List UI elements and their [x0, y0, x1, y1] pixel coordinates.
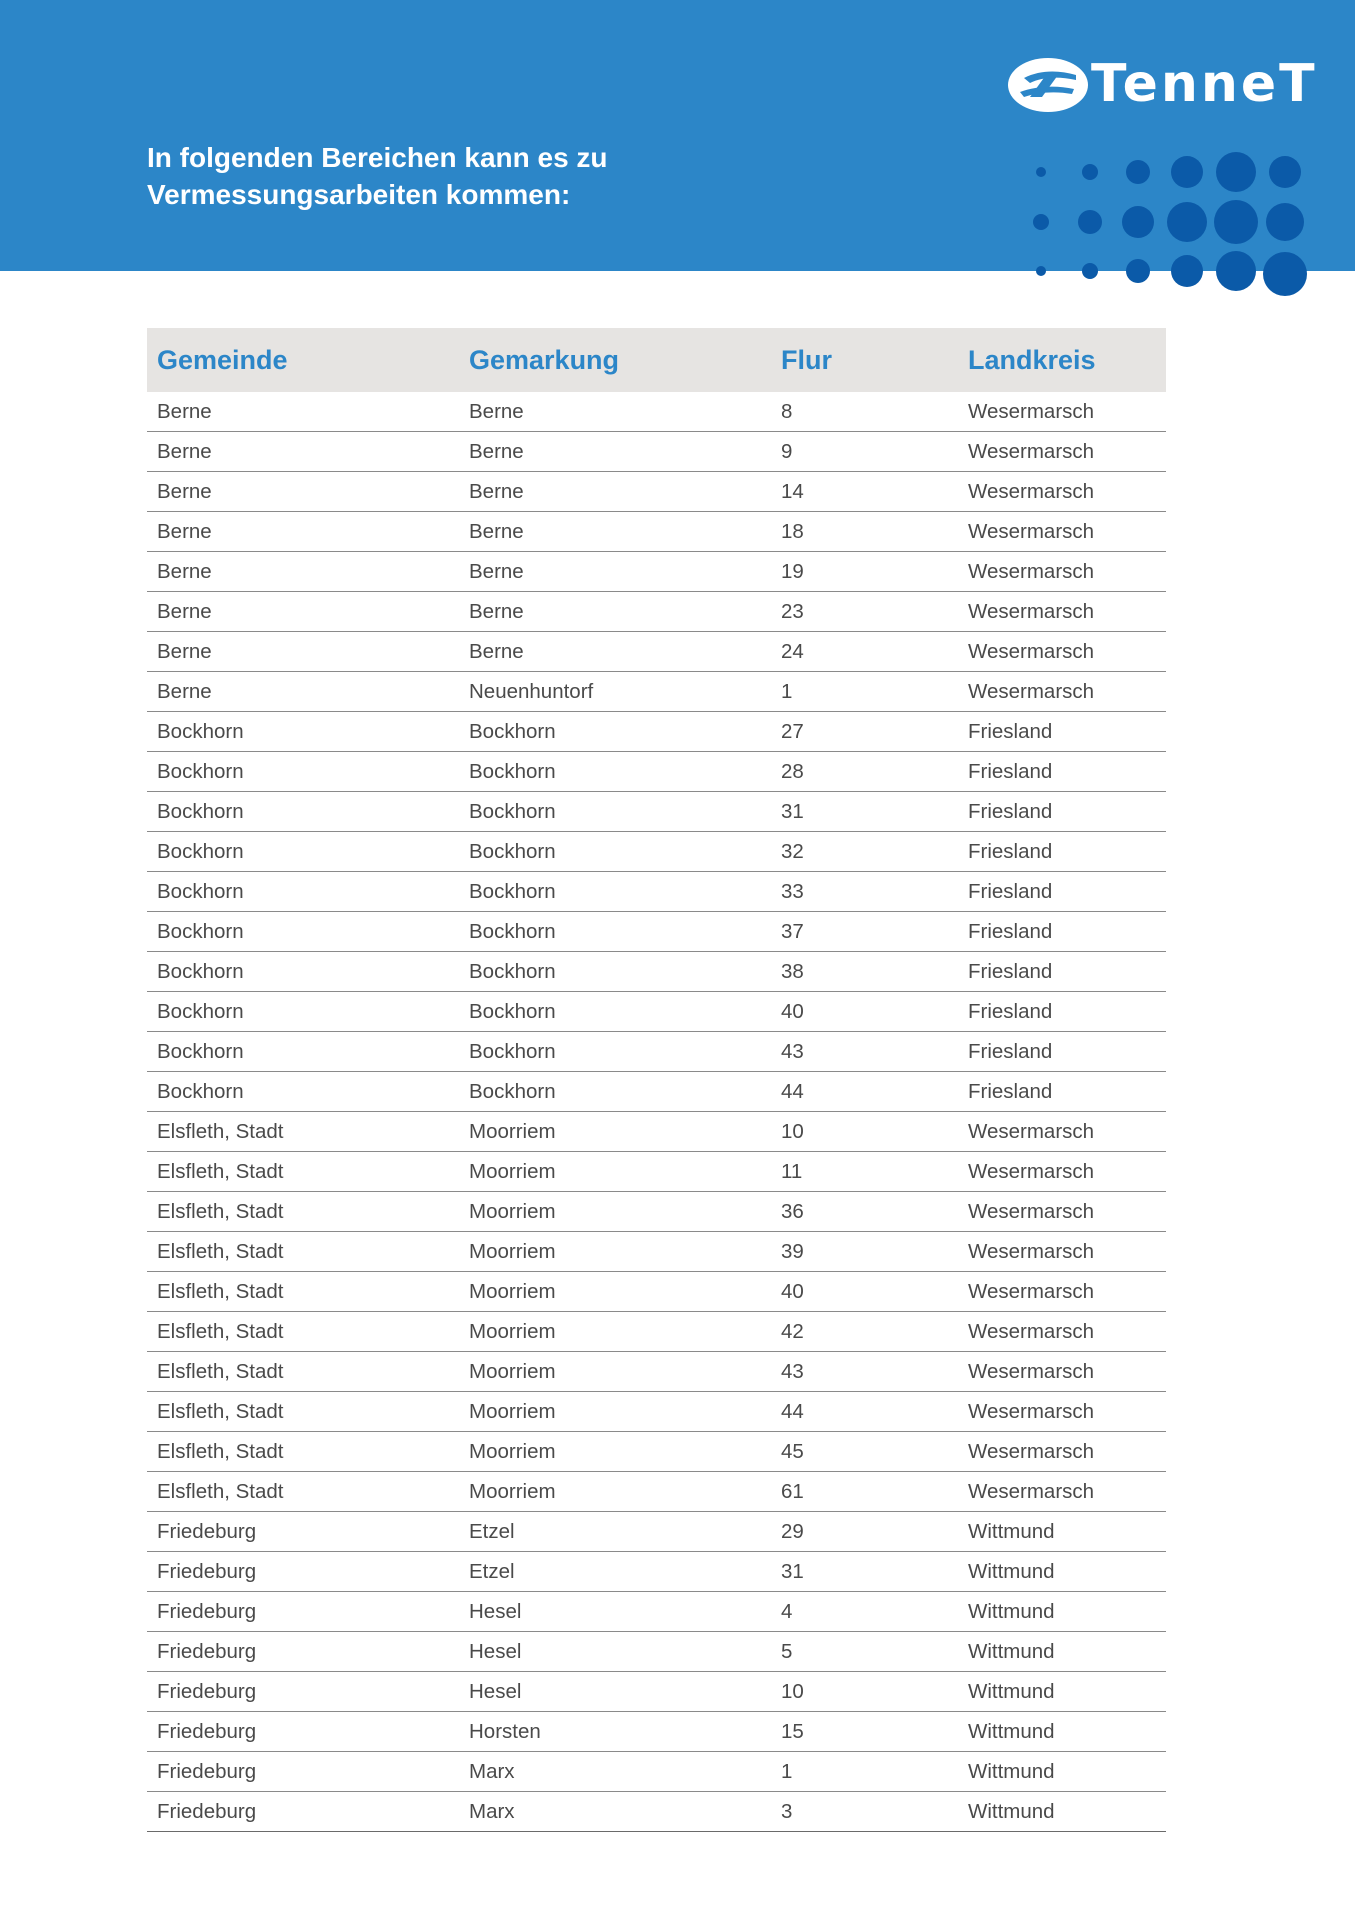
- landkreis-cell: Wesermarsch: [958, 1112, 1166, 1152]
- flur-cell: 15: [771, 1712, 958, 1752]
- landkreis-cell: Wesermarsch: [958, 1472, 1166, 1512]
- gemeinde-cell: Bockhorn: [147, 832, 459, 872]
- table-row: [147, 832, 1166, 872]
- table-row: [147, 1312, 1166, 1352]
- decorative-dot: [1171, 255, 1203, 287]
- landkreis-cell: Wesermarsch: [958, 1432, 1166, 1472]
- table-row: [147, 1192, 1166, 1232]
- landkreis-cell: Wittmund: [958, 1792, 1166, 1832]
- table-header-row: [147, 328, 1166, 392]
- decorative-dot: [1036, 266, 1046, 276]
- table-row: [147, 552, 1166, 592]
- gemeinde-cell: Elsfleth, Stadt: [147, 1112, 459, 1152]
- decorative-dot: [1171, 156, 1203, 188]
- gemeinde-cell: Elsfleth, Stadt: [147, 1272, 459, 1312]
- flur-cell: 19: [771, 552, 958, 592]
- table-row: [147, 1272, 1166, 1312]
- gemarkung-cell: Berne: [459, 552, 771, 592]
- logo-wordmark: TenneT: [1091, 54, 1318, 114]
- gemeinde-cell: Elsfleth, Stadt: [147, 1432, 459, 1472]
- landkreis-cell: Wittmund: [958, 1672, 1166, 1712]
- gemeinde-cell: Bockhorn: [147, 1032, 459, 1072]
- landkreis-cell: Wittmund: [958, 1712, 1166, 1752]
- gemarkung-cell: Bockhorn: [459, 1032, 771, 1072]
- landkreis-cell: Friesland: [958, 952, 1166, 992]
- table-row: [147, 752, 1166, 792]
- landkreis-cell: Friesland: [958, 912, 1166, 952]
- landkreis-cell: Wesermarsch: [958, 1312, 1166, 1352]
- gemeinde-cell: Bockhorn: [147, 792, 459, 832]
- gemeinde-cell: Elsfleth, Stadt: [147, 1192, 459, 1232]
- table-row: [147, 1752, 1166, 1792]
- table-row: [147, 1032, 1166, 1072]
- gemarkung-cell: Moorriem: [459, 1472, 771, 1512]
- gemarkung-cell: Bockhorn: [459, 792, 771, 832]
- survey-areas-table: [147, 328, 1166, 1832]
- flur-cell: 38: [771, 952, 958, 992]
- gemeinde-cell: Berne: [147, 592, 459, 632]
- table-row: [147, 592, 1166, 632]
- gemeinde-cell: Friedeburg: [147, 1632, 459, 1672]
- gemeinde-cell: Berne: [147, 672, 459, 712]
- headline-line-2: Vermessungsarbeiten kommen:: [147, 179, 571, 210]
- decorative-dot: [1167, 202, 1207, 242]
- flur-cell: 43: [771, 1032, 958, 1072]
- landkreis-cell: Friesland: [958, 752, 1166, 792]
- flur-cell: 42: [771, 1312, 958, 1352]
- flur-cell: 31: [771, 792, 958, 832]
- table-row: [147, 1632, 1166, 1672]
- flur-cell: 45: [771, 1432, 958, 1472]
- flur-cell: 43: [771, 1352, 958, 1392]
- table-row: [147, 392, 1166, 432]
- gemarkung-cell: Moorriem: [459, 1152, 771, 1192]
- decorative-dot: [1082, 164, 1098, 180]
- table-body: [147, 392, 1166, 1832]
- table-row: [147, 952, 1166, 992]
- gemarkung-cell: Neuenhuntorf: [459, 672, 771, 712]
- gemarkung-cell: Moorriem: [459, 1312, 771, 1352]
- gemeinde-cell: Elsfleth, Stadt: [147, 1392, 459, 1432]
- gemeinde-cell: Berne: [147, 392, 459, 432]
- table-row: [147, 1712, 1166, 1752]
- table-row: [147, 1472, 1166, 1512]
- decorative-dot: [1126, 160, 1150, 184]
- headline-line-1: In folgenden Bereichen kann es zu: [147, 142, 608, 173]
- table-row: [147, 672, 1166, 712]
- decorative-dot: [1214, 200, 1258, 244]
- flur-cell: 11: [771, 1152, 958, 1192]
- flur-cell: 39: [771, 1232, 958, 1272]
- gemeinde-cell: Bockhorn: [147, 712, 459, 752]
- landkreis-cell: Wesermarsch: [958, 512, 1166, 552]
- flur-cell: 10: [771, 1672, 958, 1712]
- flur-cell: 40: [771, 1272, 958, 1312]
- gemarkung-cell: Bockhorn: [459, 912, 771, 952]
- flur-cell: 1: [771, 672, 958, 712]
- gemeinde-cell: Elsfleth, Stadt: [147, 1472, 459, 1512]
- landkreis-cell: Wittmund: [958, 1552, 1166, 1592]
- gemeinde-cell: Bockhorn: [147, 952, 459, 992]
- gemeinde-cell: Friedeburg: [147, 1552, 459, 1592]
- page-headline: [147, 139, 847, 213]
- flur-cell: 40: [771, 992, 958, 1032]
- table-row: [147, 1592, 1166, 1632]
- gemarkung-cell: Bockhorn: [459, 872, 771, 912]
- column-header-gemeinde: Gemeinde: [147, 328, 459, 392]
- decorative-dot: [1126, 259, 1150, 283]
- gemarkung-cell: Hesel: [459, 1592, 771, 1632]
- flur-cell: 8: [771, 392, 958, 432]
- gemarkung-cell: Moorriem: [459, 1232, 771, 1272]
- gemarkung-cell: Bockhorn: [459, 1072, 771, 1112]
- flur-cell: 29: [771, 1512, 958, 1552]
- gemarkung-cell: Berne: [459, 432, 771, 472]
- flur-cell: 61: [771, 1472, 958, 1512]
- gemarkung-cell: Berne: [459, 472, 771, 512]
- table-row: [147, 1352, 1166, 1392]
- gemarkung-cell: Bockhorn: [459, 832, 771, 872]
- table-row: [147, 1392, 1166, 1432]
- landkreis-cell: Wesermarsch: [958, 1152, 1166, 1192]
- decorative-dot: [1033, 214, 1049, 230]
- gemeinde-cell: Berne: [147, 552, 459, 592]
- decorative-dot: [1082, 263, 1098, 279]
- landkreis-cell: Wesermarsch: [958, 432, 1166, 472]
- gemarkung-cell: Moorriem: [459, 1192, 771, 1232]
- gemeinde-cell: Friedeburg: [147, 1592, 459, 1632]
- landkreis-cell: Wesermarsch: [958, 1352, 1166, 1392]
- table-row: [147, 912, 1166, 952]
- flur-cell: 28: [771, 752, 958, 792]
- table-row: [147, 432, 1166, 472]
- gemarkung-cell: Bockhorn: [459, 752, 771, 792]
- flur-cell: 23: [771, 592, 958, 632]
- flur-cell: 9: [771, 432, 958, 472]
- gemarkung-cell: Bockhorn: [459, 952, 771, 992]
- gemarkung-cell: Moorriem: [459, 1112, 771, 1152]
- dot-grid-decoration: [1020, 145, 1340, 300]
- landkreis-cell: Wesermarsch: [958, 1392, 1166, 1432]
- flur-cell: 14: [771, 472, 958, 512]
- gemarkung-cell: Marx: [459, 1752, 771, 1792]
- flur-cell: 44: [771, 1072, 958, 1112]
- decorative-dot: [1036, 167, 1046, 177]
- table-row: [147, 1792, 1166, 1832]
- flur-cell: 4: [771, 1592, 958, 1632]
- table-row: [147, 512, 1166, 552]
- column-header-landkreis: Landkreis: [958, 328, 1166, 392]
- gemarkung-cell: Hesel: [459, 1672, 771, 1712]
- table-row: [147, 1512, 1166, 1552]
- landkreis-cell: Wesermarsch: [958, 592, 1166, 632]
- gemeinde-cell: Berne: [147, 512, 459, 552]
- gemarkung-cell: Bockhorn: [459, 992, 771, 1032]
- flur-cell: 32: [771, 832, 958, 872]
- decorative-dot: [1078, 210, 1102, 234]
- landkreis-cell: Wittmund: [958, 1512, 1166, 1552]
- gemeinde-cell: Elsfleth, Stadt: [147, 1152, 459, 1192]
- gemeinde-cell: Bockhorn: [147, 912, 459, 952]
- table-row: [147, 712, 1166, 752]
- table-row: [147, 792, 1166, 832]
- gemeinde-cell: Friedeburg: [147, 1512, 459, 1552]
- gemeinde-cell: Berne: [147, 432, 459, 472]
- table-row: [147, 1232, 1166, 1272]
- flur-cell: 3: [771, 1792, 958, 1832]
- gemeinde-cell: Bockhorn: [147, 992, 459, 1032]
- gemarkung-cell: Moorriem: [459, 1272, 771, 1312]
- landkreis-cell: Wesermarsch: [958, 1232, 1166, 1272]
- gemeinde-cell: Friedeburg: [147, 1712, 459, 1752]
- gemarkung-cell: Marx: [459, 1792, 771, 1832]
- table-row: [147, 1672, 1166, 1712]
- landkreis-cell: Friesland: [958, 832, 1166, 872]
- decorative-dot: [1269, 156, 1301, 188]
- table-row: [147, 472, 1166, 512]
- flur-cell: 44: [771, 1392, 958, 1432]
- gemeinde-cell: Berne: [147, 472, 459, 512]
- landkreis-cell: Wesermarsch: [958, 392, 1166, 432]
- gemeinde-cell: Friedeburg: [147, 1792, 459, 1832]
- decorative-dot: [1216, 251, 1256, 291]
- table-row: [147, 632, 1166, 672]
- gemeinde-cell: Bockhorn: [147, 872, 459, 912]
- gemeinde-cell: Elsfleth, Stadt: [147, 1232, 459, 1272]
- gemeinde-cell: Berne: [147, 632, 459, 672]
- gemeinde-cell: Friedeburg: [147, 1672, 459, 1712]
- flur-cell: 27: [771, 712, 958, 752]
- gemeinde-cell: Bockhorn: [147, 1072, 459, 1112]
- table-row: [147, 1432, 1166, 1472]
- tennet-wave-logo-icon: [1006, 55, 1090, 115]
- flur-cell: 5: [771, 1632, 958, 1672]
- gemarkung-cell: Etzel: [459, 1552, 771, 1592]
- table-row: [147, 1072, 1166, 1112]
- gemarkung-cell: Berne: [459, 392, 771, 432]
- gemarkung-cell: Etzel: [459, 1512, 771, 1552]
- gemeinde-cell: Friedeburg: [147, 1752, 459, 1792]
- table-row: [147, 872, 1166, 912]
- gemarkung-cell: Bockhorn: [459, 712, 771, 752]
- landkreis-cell: Wittmund: [958, 1592, 1166, 1632]
- flur-cell: 10: [771, 1112, 958, 1152]
- table-row: [147, 992, 1166, 1032]
- landkreis-cell: Wesermarsch: [958, 552, 1166, 592]
- gemarkung-cell: Berne: [459, 512, 771, 552]
- flur-cell: 37: [771, 912, 958, 952]
- gemarkung-cell: Berne: [459, 632, 771, 672]
- flur-cell: 18: [771, 512, 958, 552]
- decorative-dot: [1266, 203, 1304, 241]
- flur-cell: 33: [771, 872, 958, 912]
- column-header-gemarkung: Gemarkung: [459, 328, 771, 392]
- gemarkung-cell: Moorriem: [459, 1352, 771, 1392]
- gemarkung-cell: Horsten: [459, 1712, 771, 1752]
- decorative-dot: [1263, 252, 1307, 296]
- landkreis-cell: Friesland: [958, 792, 1166, 832]
- decorative-dot: [1122, 206, 1154, 238]
- gemarkung-cell: Berne: [459, 592, 771, 632]
- landkreis-cell: Friesland: [958, 872, 1166, 912]
- table-row: [147, 1552, 1166, 1592]
- landkreis-cell: Friesland: [958, 712, 1166, 752]
- gemeinde-cell: Elsfleth, Stadt: [147, 1312, 459, 1352]
- gemeinde-cell: Bockhorn: [147, 752, 459, 792]
- flur-cell: 31: [771, 1552, 958, 1592]
- landkreis-cell: Wittmund: [958, 1632, 1166, 1672]
- gemeinde-cell: Elsfleth, Stadt: [147, 1352, 459, 1392]
- landkreis-cell: Friesland: [958, 1032, 1166, 1072]
- gemarkung-cell: Hesel: [459, 1632, 771, 1672]
- decorative-dot: [1216, 152, 1256, 192]
- landkreis-cell: Wesermarsch: [958, 1272, 1166, 1312]
- flur-cell: 36: [771, 1192, 958, 1232]
- landkreis-cell: Friesland: [958, 992, 1166, 1032]
- table-row: [147, 1152, 1166, 1192]
- flur-cell: 1: [771, 1752, 958, 1792]
- landkreis-cell: Wesermarsch: [958, 1192, 1166, 1232]
- landkreis-cell: Wesermarsch: [958, 672, 1166, 712]
- flur-cell: 24: [771, 632, 958, 672]
- landkreis-cell: Wittmund: [958, 1752, 1166, 1792]
- landkreis-cell: Friesland: [958, 1072, 1166, 1112]
- table-row: [147, 1112, 1166, 1152]
- column-header-flur: Flur: [771, 328, 958, 392]
- landkreis-cell: Wesermarsch: [958, 632, 1166, 672]
- landkreis-cell: Wesermarsch: [958, 472, 1166, 512]
- gemarkung-cell: Moorriem: [459, 1392, 771, 1432]
- tennet-logo: [1006, 52, 1322, 120]
- gemarkung-cell: Moorriem: [459, 1432, 771, 1472]
